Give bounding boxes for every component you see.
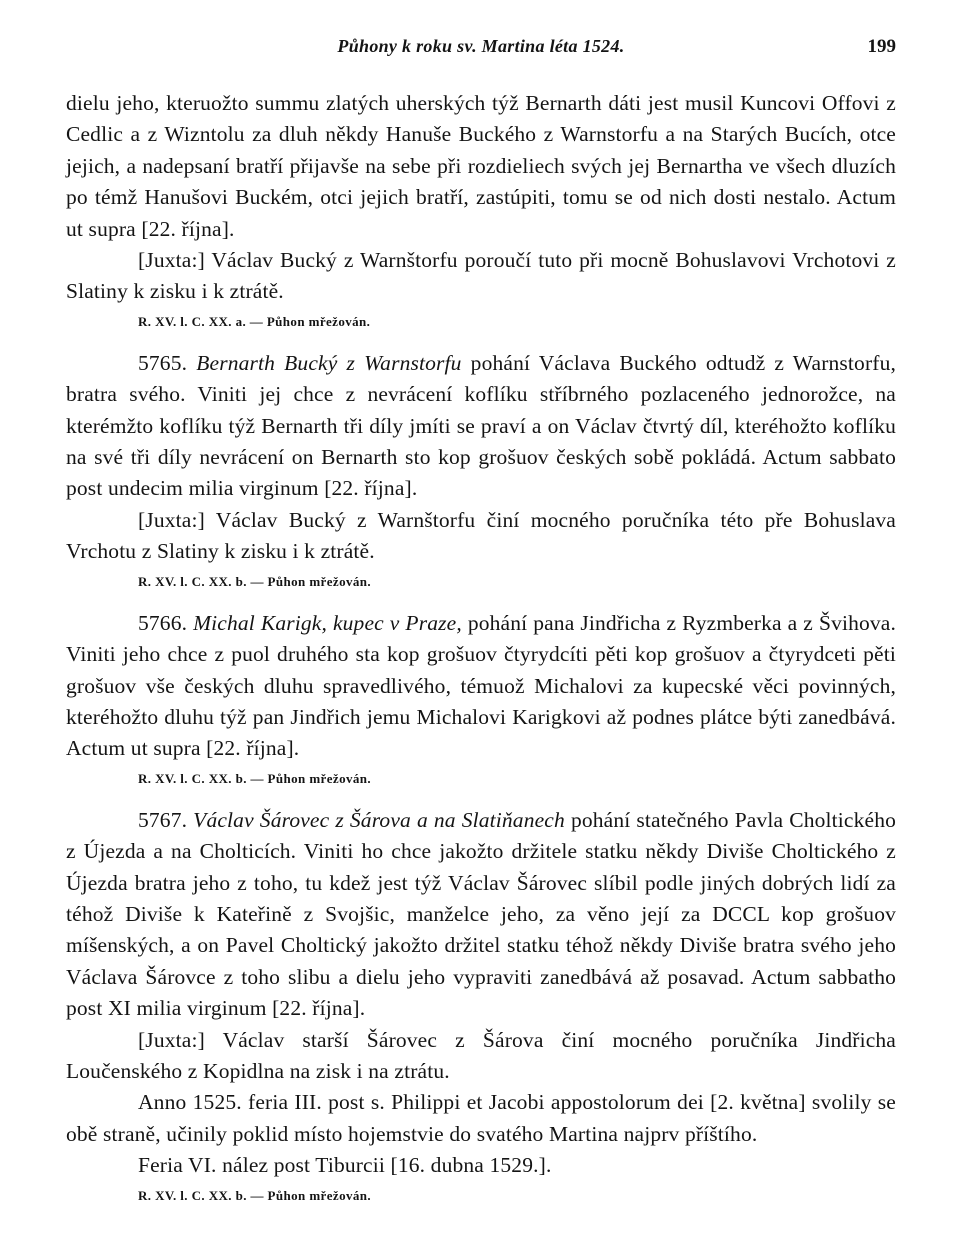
archive-reference: R. XV. l. C. XX. b. — Půhon mřežován. <box>138 1187 372 1203</box>
entry-paragraph <box>66 348 896 505</box>
document-page <box>66 36 896 1206</box>
archive-reference: R. XV. l. C. XX. b. — Půhon mřežován. <box>138 770 372 786</box>
anno-paragraph: Anno 1525. feria III. post s. Philippi et Jacobi appostolorum dei [2. května] svolily se obě straně, učinily poklid místo hojemstvie do svatého Martina najprv příštího. <box>66 1090 896 1146</box>
entry-number: 5766. <box>138 610 188 635</box>
juxta-paragraph: [Juxta:] Václav Bucký z Warnštorfu poroučí tuto při mocně Bohuslavovi Vrchotovi z Slatiny k zisku i k ztrátě. <box>66 248 896 304</box>
feria-paragraph: Feria VI. nález post Tiburcii [16. dubna 1529.]. <box>138 1153 552 1178</box>
entry-text: pohání statečného Pavla Choltického z Újezda a na Cholticích. Viniti ho chce jakožto držitele statku někdy Diviše Choltického z Újezda bratra jeho z toho, tu kdež jest týž Václav Šárovec slíbil podle jiných dobrých lidí za téhož Diviše k Kateřině z Svojšic, manželce jeho, za věno její za DCCL kop grošuov míšenských, a on Pavel Choltický jakožto držitel statku téhož někdy Diviše bratra svého jeho Václava Šárovce z toho slibu a dielu jeho vypraviti zanedbává až posavad. Actum sabbatho post XI milia virginum [22. října]. <box>66 807 896 1021</box>
juxta-paragraph: [Juxta:] Václav starší Šárovec z Šárova činí mocného poručníka Jindřicha Loučenského z Kopidlna na zisk i na ztrátu. <box>66 1027 896 1083</box>
archive-reference: R. XV. l. C. XX. b. — Půhon mřežován. <box>138 573 372 589</box>
entry-5767 <box>66 805 896 1206</box>
plaintiff-name: Michal Karigk, kupec v Praze, <box>193 610 462 635</box>
entry-paragraph <box>66 805 896 1025</box>
entry-text: pohání Václava Buckého odtudž z Warnstorfu, bratra svého. Viniti jej chce z nevrácení koflíku stříbrného pozlaceného jednorožce, na kterémžto koflíku týž Bernarth tři díly jmíti se praví a on Václav čtvrtý díl, kteréhožto koflíku na své tři díly nevrácení on Bernarth sto kop grošuov českých sobě pokládá. Actum sabbato post undecim milia virginum [22. října]. <box>66 350 897 501</box>
juxta-paragraph: [Juxta:] Václav Bucký z Warnštorfu činí mocného poručníka této pře Bohuslava Vrchotu z Slatiny k zisku i k ztrátě. <box>66 507 896 564</box>
continuation-paragraph: dielu jeho, kteruožto summu zlatých uherských týž Bernarth dáti jest musil Kuncovi Offovi z Cedlic a z Wizntolu za dluh někdy Hanuše Buckého z Warnstorfu a na Starých Bucích, otce jejich, a nadepsaní bratří přijavše na sebe při rozdieliech svých jej Bernartha ve všech dluzích po témž Hanušovi Buckém, otci jejich bratří, zastúpiti, tomu se od nich dosti nestalo. Actum ut supra [22. října]. <box>66 91 896 241</box>
entry-5765 <box>66 348 896 592</box>
archive-reference: R. XV. l. C. XX. a. — Půhon mřežován. <box>138 313 371 329</box>
plaintiff-name: Bernarth Bucký z Warnstorfu <box>196 350 462 375</box>
entry-number: 5765. <box>138 350 188 375</box>
entry-5766 <box>66 608 896 789</box>
entry-text: pohání pana Jindřicha z Ryzmberka a z Švihova. Viniti jeho chce z puol druhého sta kop grošuov čtyrydcíti pěti kop grošuov a čtyrydceti pěti grošuov vše českých dluhu spravedlivého, témuož Michalovi za kupecské věci povinných, kteréhožto dluhu týž pan Jindřich jemu Michalovi Karigkovi až podnes plátce býti zanedbává. Actum ut supra [22. října]. <box>66 610 897 761</box>
entry-paragraph <box>66 608 896 765</box>
plaintiff-name: Václav Šárovec z Šárova a na Slatiňanech <box>193 807 565 832</box>
entry-number: 5767. <box>138 807 188 832</box>
page-number: 199 <box>867 36 896 57</box>
running-title: Půhony k roku sv. Martina léta 1524. <box>337 36 625 56</box>
page-header <box>66 36 896 66</box>
